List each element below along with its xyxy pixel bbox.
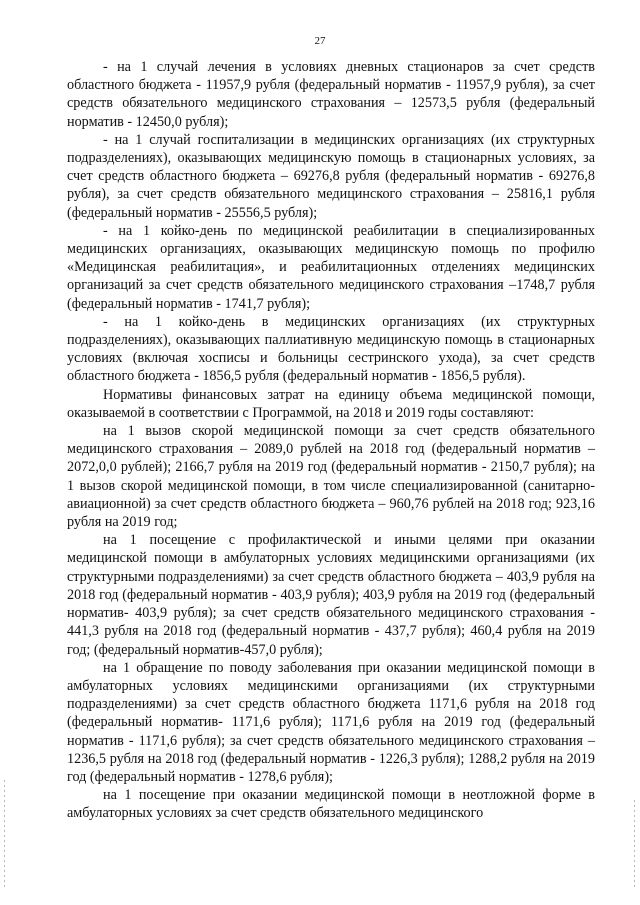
paragraph-ambulance-call: на 1 вызов скорой медицинской помощи за счет средств обязательного медицинского страхования – 2089,0 рублей на 2018 год (федеральный норматив – 2072,0,0 рублей); 2166,7 рубля на 2019 год (федеральный норматив - 2150,7 рубля); на 1 вызов скорой медицинской помощи, в том числе специализированной (санитарно-авиационной) за счет средств областного бюджета – 960,76 рублей на 2018 год; 923,16 рубля на 2019 год; [67,423,595,531]
paragraph-urgent-care-visit: на 1 посещение при оказании медицинской помощи в неотложной форме в амбулаторных условиях за счет средств обязательного медицинского [67,787,595,822]
paragraph-disease-visit: на 1 обращение по поводу заболевания при оказании медицинской помощи в амбулаторных условиях медицинскими организациями (их структурными подразделениями) за счет средств областного бюджета 1171,6 рубля на 2018 год (федеральный норматив- 1171,6 рубля); 1171,6 рубля на 2019 год (федеральный норматив - 1171,6 рубля); за счет средств обязательного медицинского страхования – 1236,5 рубля на 2018 год (федеральный норматив - 1226,3 рубля); 1288,2 рубля на 2019 год (федеральный норматив - 1278,6 рубля); [67,659,595,785]
paragraph-preventive-visit: на 1 посещение с профилактической и иными целями при оказании медицинской помощи в амбулаторных условиях медицинскими организациями (их структурными подразделениями) за счет средств областного бюджета – 403,9 рубля на 2018 год (федеральный норматив - 403,9 рубля); 403,9 рубля на 2019 год (федеральный норматив- 403,9 рубля); за счет средств обязательного медицинского страхования - 441,3 рубля на 2018 год (федеральный норматив - 437,7 рубля); 460,4 рубля на 2019 год; (федеральный норматив-457,0 рубля); [67,532,595,658]
scan-edge-mark-left [4,780,5,890]
paragraph-cost-standards-intro: Нормативы финансовых затрат на единицу объема медицинской помощи, оказываемой в соответствии с Программой, на 2018 и 2019 годы составляют: [67,386,595,421]
document-body [67,58,595,823]
paragraph-rehabilitation: - на 1 койко-день по медицинской реабилитации в специализированных медицинских организациях, оказывающих медицинскую помощь по профилю «Медицинская реабилитация», и реабилитационных отделениях медицинских организаций за счет средств обязательного медицинского страхования –1748,7 рубля (федеральный норматив - 1741,7 рубля); [67,222,595,312]
paragraph-hospitalization: - на 1 случай госпитализации в медицинских организациях (их структурных подразделениях), оказывающих медицинскую помощь в стационарных условиях, за счет средств областного бюджета – 69276,8 рубля (федеральный норматив - 69276,8 рубля), за счет средств обязательного медицинского страхования – 25816,1 рубля (федеральный норматив - 25556,5 рубля); [67,131,595,221]
paragraph-palliative-care: - на 1 койко-день в медицинских организациях (их структурных подразделениях), оказывающих паллиативную медицинскую помощь в стационарных условиях (включая хосписы и больницы сестринского ухода), за счет средств областного бюджета - 1856,5 рубля (федеральный норматив - 1856,5 рубля). [67,313,595,385]
page-number: 27 [314,35,326,47]
scan-edge-mark-right [634,800,635,890]
paragraph-day-hospital: - на 1 случай лечения в условиях дневных стационаров за счет средств областного бюджета - 11957,9 рубля (федеральный норматив - 11957,9 рубля), за счет средств обязательного медицинского страхования – 12573,5 рубля (федеральный норматив - 12450,0 рубля); [67,59,595,130]
